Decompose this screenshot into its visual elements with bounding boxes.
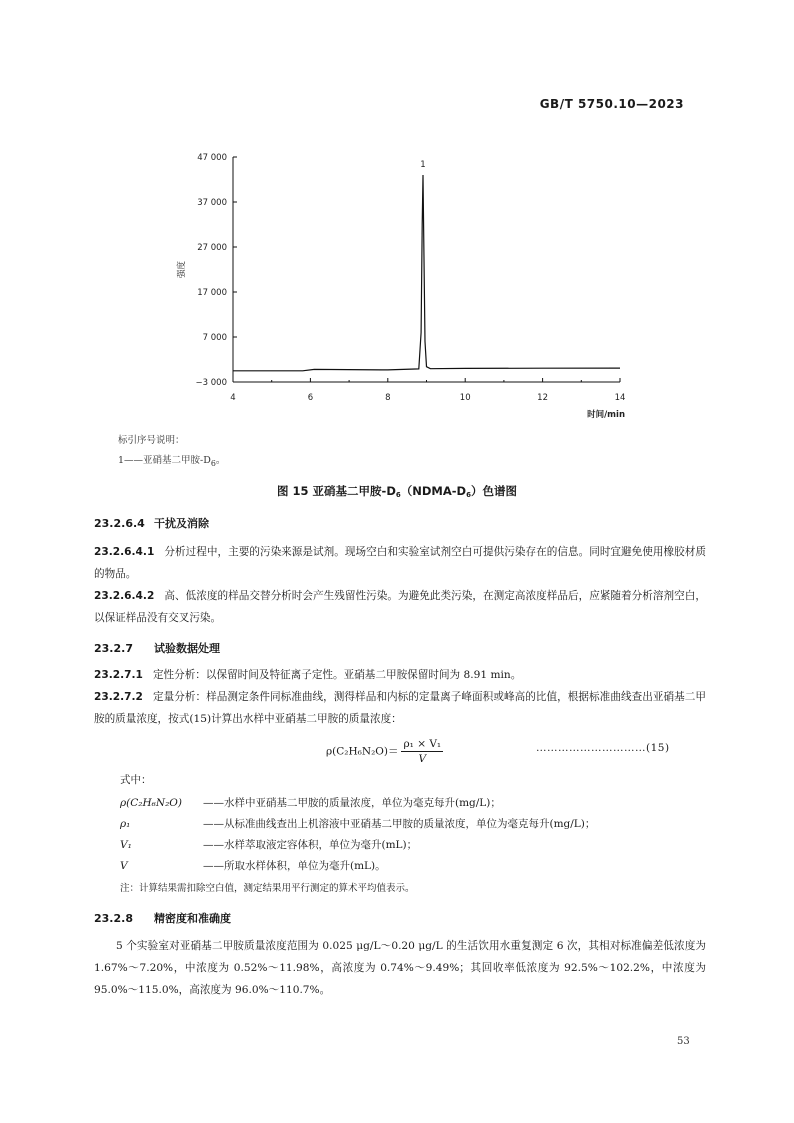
chromatogram-chart (0, 0, 794, 430)
legend-item-separator: —— (124, 455, 144, 466)
paragraph-text: 定性分析：以保留时间及特征离子定性。亚硝基二甲胺保留时间为 8.91 min。 (152, 669, 522, 681)
paragraph (94, 585, 706, 629)
definition-symbol: V (120, 860, 128, 872)
paragraph-text: 分析过程中，主要的污染来源是试剂。现场空白和实验室试剂空白可提供污染存在的信息。同时宜避免使用橡胶材质的物品。 (94, 546, 706, 580)
figure-caption (0, 483, 794, 499)
definition-text: ——水样萃取液定容体积，单位为毫升(mL)； (203, 839, 418, 851)
formula-numerator: ρ₁ × V₁ (403, 738, 442, 750)
peak-label: 1 (420, 160, 426, 170)
formula-fraction (401, 738, 443, 765)
x-axis-label: 时间/min (587, 410, 625, 420)
paragraph: 5 个实验室对亚硝基二甲胺质量浓度范围为 0.025 μg/L～0.20 μg/L 的生活饮用水重复测定 6 次，其相对标准偏差低浓度为 1.67%～7.20%，中浓度为 0.52%～11.98%，高浓度为 0.74%～9.49%；其回收率低浓度为 92.5%～102.2%，中浓度为 95.0%～115.0%，高浓度为 96.0%～110.7%。 (94, 940, 706, 996)
y-tick-label: 37 000 (197, 198, 227, 208)
definition-row (120, 816, 595, 831)
section-number: 23.2.6.4 (94, 517, 145, 530)
legend-item (118, 452, 225, 468)
paragraph-number: 23.2.7.1 (94, 669, 143, 681)
formula-denominator: V (418, 753, 427, 765)
legend-item-number: 1 (118, 455, 125, 466)
paragraph (94, 686, 706, 730)
paragraph (94, 541, 706, 585)
x-tick-label: 14 (614, 393, 626, 403)
legend-item-text: 亚硝基二甲胺-D (143, 455, 211, 466)
section-heading (94, 910, 231, 926)
section-heading (94, 515, 209, 531)
x-tick-label: 6 (307, 393, 314, 403)
caption-part: 图 15 亚硝基二甲胺-D (277, 484, 396, 498)
caption-subscript: 6 (466, 491, 471, 499)
note: 注：计算结果需扣除空白值，测定结果用平行测定的算术平均值表示。 (120, 883, 415, 894)
chart-axes (233, 157, 620, 382)
definition-row (120, 837, 417, 852)
caption-subscript: 6 (395, 491, 401, 499)
paragraph-number: 23.2.6.4.1 (94, 546, 155, 558)
y-tick-label: −3 000 (195, 378, 227, 388)
caption-part: （NDMA-D (400, 484, 467, 498)
legend-item-subscript: 6 (210, 458, 216, 468)
y-tick-label: 27 000 (197, 243, 227, 253)
y-tick-label: 7 000 (202, 333, 227, 343)
section-heading (94, 640, 220, 656)
section-title: 试验数据处理 (154, 642, 220, 655)
page-number: 53 (677, 1036, 690, 1047)
paragraph-number: 23.2.6.4.2 (94, 590, 155, 602)
paragraph-text: 定量分析：样品测定条件同标准曲线，测得样品和内标的定量离子峰面积或峰高的比值，根据标准曲线查出亚硝基二甲胺的质量浓度，按式(15)计算出水样中亚硝基二甲胺的质量浓度： (94, 691, 706, 725)
equation-number: …………………………(15) (536, 742, 670, 754)
x-tick-label: 12 (537, 393, 549, 403)
x-tick-label: 8 (385, 393, 391, 403)
formula-lhs: ρ(C₂H₆N₂O)＝ (326, 745, 399, 758)
y-tick-label: 47 000 (197, 153, 227, 163)
paragraph-number: 23.2.7.2 (94, 691, 143, 703)
definition-symbol: V₁ (120, 839, 132, 851)
definition-symbol: ρ(C₂H₆N₂O) (120, 797, 182, 809)
section-number: 23.2.7 (94, 642, 133, 655)
formula-15 (326, 738, 443, 765)
definition-text: ——水样中亚硝基二甲胺的质量浓度，单位为毫克每升(mg/L)； (203, 797, 501, 809)
paragraph-text: 高、低浓度的样品交替分析时会产生残留性污染。为避免此类污染，在测定高浓度样品后，应紧随着分析溶剂空白，以保证样品没有交叉污染。 (94, 590, 706, 624)
definition-text: ——所取水样体积，单位为毫升(mL)。 (203, 860, 386, 872)
x-tick-label: 4 (230, 393, 236, 403)
y-axis-ticks (196, 153, 237, 388)
section-title: 干扰及消除 (154, 517, 209, 530)
chromatogram-trace (233, 175, 620, 371)
definition-symbol: ρ₁ (120, 818, 131, 830)
definition-row (120, 795, 501, 810)
definition-text: ——从标准曲线查出上机溶液中亚硝基二甲胺的质量浓度，单位为毫克每升(mg/L)； (203, 818, 596, 830)
definition-row (120, 858, 386, 873)
where-label: 式中： (120, 774, 152, 786)
caption-part: ）色谱图 (470, 484, 517, 498)
y-axis-label: 强度 (177, 260, 187, 279)
standard-code: GB/T 5750.10—2023 (539, 97, 684, 111)
x-tick-label: 10 (459, 393, 471, 403)
legend-item-end: 。 (215, 455, 226, 466)
section-title: 精密度和准确度 (154, 912, 231, 925)
y-tick-label: 17 000 (197, 288, 227, 298)
paragraph (94, 664, 706, 686)
section-number: 23.2.8 (94, 912, 133, 925)
legend-title: 标引序号说明： (118, 435, 185, 446)
